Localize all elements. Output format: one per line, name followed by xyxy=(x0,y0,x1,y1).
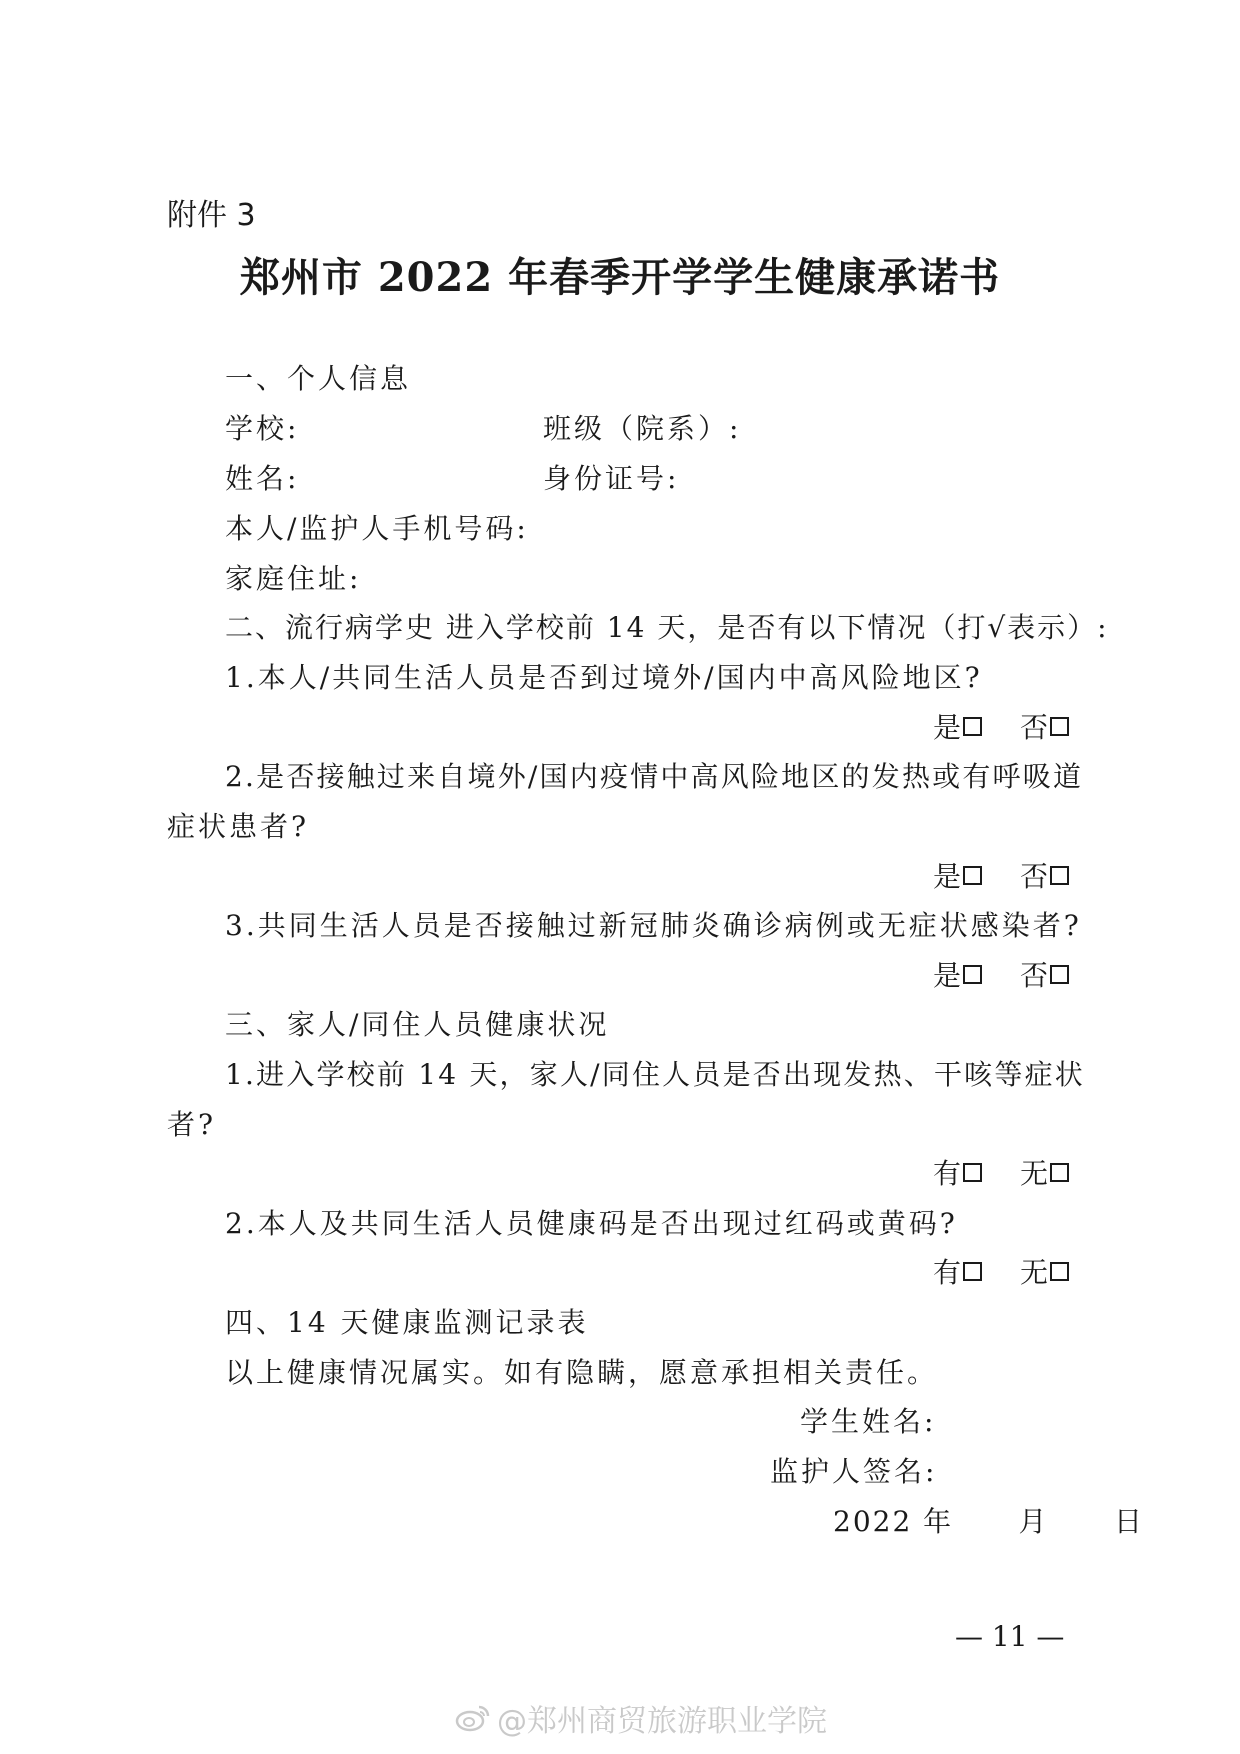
option-none-label: 无 xyxy=(1020,1256,1049,1289)
section2-question-1: 1.本人/共同生活人员是否到过境外/国内中高风险地区? xyxy=(225,661,983,694)
section1-heading: 一、个人信息 xyxy=(225,362,412,395)
checkbox-none[interactable] xyxy=(1050,1163,1069,1182)
checkbox-no[interactable] xyxy=(1050,965,1069,984)
id-number-field-label: 身份证号: xyxy=(543,462,680,495)
class-dept-field-label: 班级（院系）: xyxy=(543,412,742,445)
document-title: 郑州市 2022 年春季开学学生健康承诺书 xyxy=(239,254,1001,301)
section2-heading: 二、流行病学史 进入学校前 14 天，是否有以下情况（打√表示）: xyxy=(225,611,1109,644)
section3-heading: 三、家人/同住人员健康状况 xyxy=(225,1008,610,1041)
option-none-label: 无 xyxy=(1020,1157,1049,1190)
option-no-label: 否 xyxy=(1020,860,1049,893)
student-name-signature-label: 学生姓名: xyxy=(800,1405,937,1438)
section3-question-1-line1: 1.进入学校前 14 天，家人/同住人员是否出现发热、干咳等症状 xyxy=(225,1058,1085,1091)
section3-q1-options xyxy=(933,1152,1069,1192)
checkbox-yes[interactable] xyxy=(963,717,982,736)
phone-field-label: 本人/监护人手机号码: xyxy=(225,512,529,545)
checkbox-have[interactable] xyxy=(963,1262,982,1281)
checkbox-no[interactable] xyxy=(1050,866,1069,885)
checkbox-have[interactable] xyxy=(963,1163,982,1182)
section2-question-3: 3.共同生活人员是否接触过新冠肺炎确诊病例或无症状感染者? xyxy=(225,909,1082,942)
declaration-statement: 以上健康情况属实。如有隐瞒，愿意承担相关责任。 xyxy=(225,1356,939,1389)
option-no-label: 否 xyxy=(1020,711,1049,744)
attachment-label: 附件 3 xyxy=(167,198,256,233)
checkbox-none[interactable] xyxy=(1050,1262,1069,1281)
address-field-label: 家庭住址: xyxy=(225,562,362,595)
weibo-watermark xyxy=(455,1696,827,1740)
weibo-icon xyxy=(455,1703,491,1733)
school-field-label: 学校: xyxy=(225,412,300,445)
page-number: — 11 — xyxy=(955,1620,1065,1653)
section3-q2-options xyxy=(933,1251,1069,1291)
name-field-label: 姓名: xyxy=(225,462,300,495)
section4-heading: 四、14 天健康监测记录表 xyxy=(225,1306,589,1339)
guardian-signature-label: 监护人签名: xyxy=(770,1455,938,1488)
section2-q2-options xyxy=(933,855,1069,895)
section2-question-2-line2: 症状患者? xyxy=(167,810,310,843)
checkbox-yes[interactable] xyxy=(963,965,982,984)
option-yes-label: 是 xyxy=(933,711,962,744)
option-have-label: 有 xyxy=(933,1157,962,1190)
section2-q1-options xyxy=(933,706,1069,746)
option-no-label: 否 xyxy=(1020,959,1049,992)
section3-question-1-line2: 者? xyxy=(167,1108,217,1141)
checkbox-yes[interactable] xyxy=(963,866,982,885)
section2-q3-options xyxy=(933,954,1069,994)
section2-question-2-line1: 2.是否接触过来自境外/国内疫情中高风险地区的发热或有呼吸道 xyxy=(225,760,1084,793)
signature-date: 2022 年 月 日 xyxy=(833,1505,1144,1538)
checkbox-no[interactable] xyxy=(1050,717,1069,736)
option-yes-label: 是 xyxy=(933,959,962,992)
section3-question-2: 2.本人及共同生活人员健康码是否出现过红码或黄码? xyxy=(225,1207,958,1240)
watermark-text: @郑州商贸旅游职业学院 xyxy=(497,1704,827,1739)
option-yes-label: 是 xyxy=(933,860,962,893)
option-have-label: 有 xyxy=(933,1256,962,1289)
